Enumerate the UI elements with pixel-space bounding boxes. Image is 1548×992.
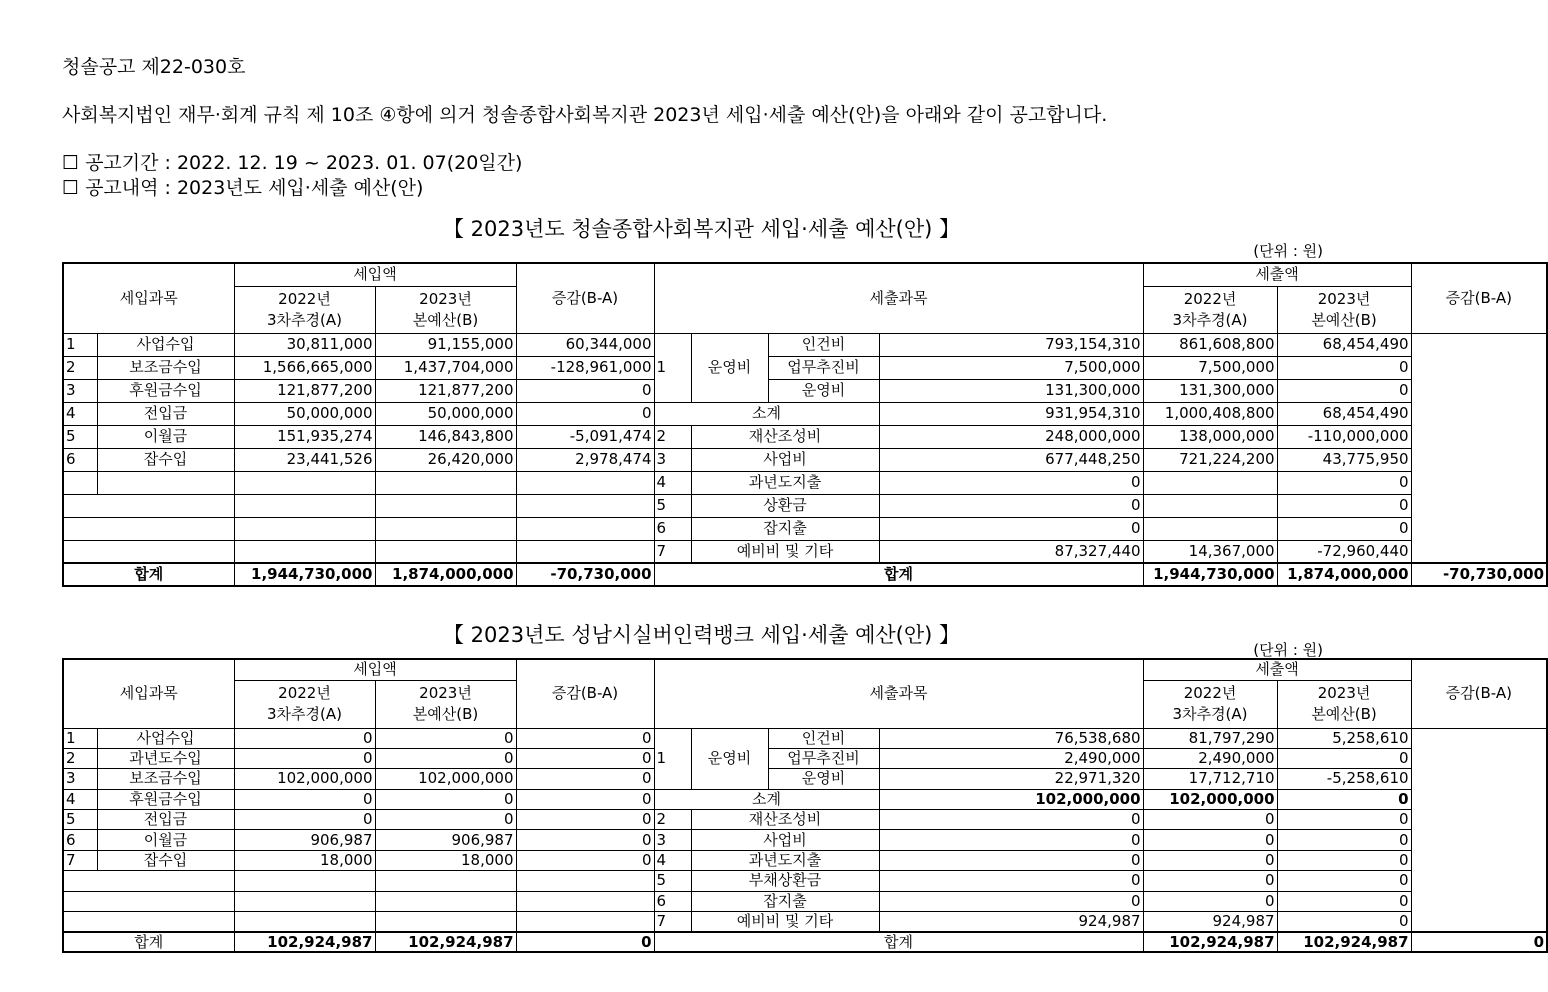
exp-no: 7	[654, 540, 691, 563]
exp-diff: 0	[1277, 356, 1411, 379]
rev-diff	[516, 540, 654, 563]
rev-2022: 102,000,000	[234, 769, 375, 789]
exp-no: 1	[654, 728, 691, 789]
exp-diff: 0	[1277, 830, 1411, 850]
year-label: 2022년	[278, 684, 331, 702]
exp-2022: 0	[879, 871, 1143, 891]
rev-2022: 906,987	[234, 830, 375, 850]
rev-2022: 23,441,526	[234, 448, 375, 471]
exp-subtotal-diff: 68,454,490	[1277, 402, 1411, 425]
rev-total-diff: -70,730,000	[516, 563, 654, 586]
exp-diff: 0	[1277, 494, 1411, 517]
exp-total-2023: 102,924,987	[1277, 932, 1411, 952]
exp-2023: 861,608,800	[1143, 333, 1277, 356]
rev-diff: -128,961,000	[516, 356, 654, 379]
table-row	[63, 850, 1547, 870]
rev-diff	[516, 891, 654, 911]
exp-2023: 2,490,000	[1143, 748, 1277, 768]
year-label: 2023년	[1317, 289, 1371, 308]
rev-2022	[234, 891, 375, 911]
rev-empty	[63, 494, 234, 517]
table-row	[63, 425, 1547, 448]
exp-2022: 924,987	[879, 912, 1143, 932]
table-row	[63, 356, 1547, 379]
exp-2023: 81,797,290	[1143, 728, 1277, 748]
rev-diff	[516, 517, 654, 540]
budget-type-label: 3차추경(A)	[267, 705, 342, 723]
exp-2022: 793,154,310	[879, 333, 1143, 356]
budget-type-label: 본예산(B)	[412, 705, 479, 723]
exp-2023	[1143, 517, 1277, 540]
budget-type-label: 3차추경(A)	[267, 310, 342, 329]
rev-subject: 과년도수입	[97, 748, 234, 768]
rev-total-label: 합계	[63, 563, 234, 586]
exp-subject: 인건비	[768, 728, 879, 748]
rev-2023	[375, 494, 516, 517]
header-row	[63, 659, 1547, 680]
exp-2023: 17,712,710	[1143, 769, 1277, 789]
rev-empty	[63, 871, 234, 891]
budget-type-label: 본예산(B)	[1311, 705, 1377, 723]
budget-type-label: 본예산(B)	[412, 310, 479, 329]
header-2023	[1277, 286, 1411, 333]
rev-subject: 전입금	[97, 402, 234, 425]
exp-diff: 43,775,950	[1277, 448, 1411, 471]
rev-no: 4	[63, 789, 97, 809]
exp-2022: 76,538,680	[879, 728, 1143, 748]
rev-2023: 50,000,000	[375, 402, 516, 425]
exp-no: 7	[654, 912, 691, 932]
rev-no: 2	[63, 748, 97, 768]
notice-number: 청솔공고 제22-030호	[62, 56, 246, 78]
rev-diff: 0	[516, 789, 654, 809]
rev-total-diff: 0	[516, 932, 654, 952]
total-row	[63, 563, 1547, 586]
header-rev-amount: 세입액	[234, 659, 516, 680]
table-row	[63, 517, 1547, 540]
rev-diff: 2,978,474	[516, 448, 654, 471]
year-label: 2022년	[1183, 684, 1237, 702]
table-row	[63, 333, 1547, 356]
rev-diff: 0	[516, 379, 654, 402]
rev-2023: 102,000,000	[375, 769, 516, 789]
exp-diff: 68,454,490	[1277, 333, 1411, 356]
exp-2023: 0	[1143, 810, 1277, 830]
rev-2022: 0	[234, 789, 375, 809]
exp-no: 5	[654, 871, 691, 891]
exp-subject: 사업비	[691, 830, 879, 850]
exp-2023: 0	[1143, 830, 1277, 850]
rev-2022	[234, 540, 375, 563]
rev-empty	[63, 540, 234, 563]
exp-no: 6	[654, 891, 691, 911]
rev-diff: -5,091,474	[516, 425, 654, 448]
rev-no: 6	[63, 448, 97, 471]
rev-subject: 보조금수입	[97, 356, 234, 379]
rev-2023	[375, 517, 516, 540]
exp-subject: 예비비 및 기타	[691, 540, 879, 563]
exp-2022: 0	[879, 830, 1143, 850]
year-label: 2023년	[419, 289, 472, 308]
exp-subject: 재산조성비	[691, 810, 879, 830]
exp-diff: -72,960,440	[1277, 540, 1411, 563]
rev-diff	[516, 912, 654, 932]
exp-2022: 0	[879, 891, 1143, 911]
exp-2023: 131,300,000	[1143, 379, 1277, 402]
header-exp-subject: 세출과목	[654, 659, 1143, 728]
rev-no	[63, 471, 97, 494]
rev-subject: 이월금	[97, 830, 234, 850]
rev-empty	[63, 912, 234, 932]
exp-total-2022: 102,924,987	[1143, 932, 1277, 952]
budget-table-1	[62, 262, 1548, 587]
rev-2023: 26,420,000	[375, 448, 516, 471]
table-row	[63, 789, 1547, 809]
exp-subtotal-diff: 0	[1277, 789, 1411, 809]
header-exp-amount: 세출액	[1143, 263, 1411, 286]
header-diff: 증감(B-A)	[1411, 659, 1547, 728]
exp-no: 1	[654, 333, 691, 402]
header-rev-subject: 세입과목	[63, 659, 234, 728]
exp-diff: 5,258,610	[1277, 728, 1411, 748]
exp-subject: 운영비	[768, 769, 879, 789]
exp-2023: 0	[1143, 850, 1277, 870]
exp-diff: 0	[1277, 850, 1411, 870]
rev-2023: 0	[375, 748, 516, 768]
rev-2023: 0	[375, 810, 516, 830]
exp-2023: 138,000,000	[1143, 425, 1277, 448]
exp-no: 4	[654, 850, 691, 870]
budget-table-2	[62, 658, 1548, 953]
table-row	[63, 912, 1547, 932]
budget-type-label: 본예산(B)	[1311, 310, 1377, 329]
exp-subject: 상환금	[691, 494, 879, 517]
exp-2023: 0	[1143, 871, 1277, 891]
exp-diff: 0	[1277, 891, 1411, 911]
header-diff: 증감(B-A)	[516, 263, 654, 333]
table1-title: 【 2023년도 청솔종합사회복지관 세입·세출 예산(안) 】	[442, 217, 961, 241]
rev-no: 3	[63, 379, 97, 402]
rev-2023: 121,877,200	[375, 379, 516, 402]
header-diff: 증감(B-A)	[516, 659, 654, 728]
budget-type-label: 3차추경(A)	[1172, 310, 1248, 329]
exp-2022: 87,327,440	[879, 540, 1143, 563]
table-row	[63, 769, 1547, 789]
table-row	[63, 891, 1547, 911]
exp-diff: 0	[1277, 810, 1411, 830]
table1-unit: (단위 : 원)	[1253, 242, 1323, 260]
exp-no: 3	[654, 448, 691, 471]
rev-diff: 0	[516, 850, 654, 870]
exp-subtotal-2022: 931,954,310	[879, 402, 1143, 425]
header-rev-subject: 세입과목	[63, 263, 234, 333]
rev-2022	[234, 494, 375, 517]
exp-2022: 677,448,250	[879, 448, 1143, 471]
exp-2022: 22,971,320	[879, 769, 1143, 789]
rev-diff: 0	[516, 830, 654, 850]
header-rev-amount: 세입액	[234, 263, 516, 286]
header-2023	[375, 286, 516, 333]
rev-no: 6	[63, 830, 97, 850]
exp-category: 운영비	[691, 333, 768, 402]
exp-2022: 0	[879, 517, 1143, 540]
rev-2022: 121,877,200	[234, 379, 375, 402]
exp-2022: 0	[879, 850, 1143, 870]
rev-2022: 0	[234, 748, 375, 768]
rev-2023: 18,000	[375, 850, 516, 870]
rev-2022: 151,935,274	[234, 425, 375, 448]
rev-total-2022: 102,924,987	[234, 932, 375, 952]
exp-2023: 721,224,200	[1143, 448, 1277, 471]
header-2023	[375, 680, 516, 728]
rev-diff	[516, 471, 654, 494]
exp-total-2022: 1,944,730,000	[1143, 563, 1277, 586]
exp-diff: 0	[1277, 517, 1411, 540]
rev-subject: 사업수입	[97, 728, 234, 748]
rev-2023: 1,437,704,000	[375, 356, 516, 379]
exp-2022: 248,000,000	[879, 425, 1143, 448]
exp-subject: 사업비	[691, 448, 879, 471]
rev-subject: 잡수입	[97, 850, 234, 870]
exp-no: 4	[654, 471, 691, 494]
year-label: 2023년	[419, 684, 472, 702]
exp-2022: 0	[879, 810, 1143, 830]
rev-2023	[375, 471, 516, 494]
exp-total-label: 합계	[654, 932, 1143, 952]
rev-2022: 0	[234, 728, 375, 748]
exp-diff: 0	[1277, 748, 1411, 768]
rev-2022: 18,000	[234, 850, 375, 870]
exp-2023: 924,987	[1143, 912, 1277, 932]
exp-total-diff: -70,730,000	[1411, 563, 1547, 586]
rev-no: 3	[63, 769, 97, 789]
rev-diff: 60,344,000	[516, 333, 654, 356]
exp-subtotal-label: 소계	[654, 789, 879, 809]
header-2022	[234, 680, 375, 728]
exp-diff: 0	[1277, 871, 1411, 891]
rev-2022	[234, 912, 375, 932]
exp-subtotal-2023: 1,000,408,800	[1143, 402, 1277, 425]
rev-2022: 1,566,665,000	[234, 356, 375, 379]
exp-category: 운영비	[691, 728, 768, 789]
rev-diff	[516, 494, 654, 517]
exp-subtotal-label: 소계	[654, 402, 879, 425]
table-row	[63, 748, 1547, 768]
rev-2022	[234, 871, 375, 891]
table2-unit: (단위 : 원)	[1253, 641, 1323, 659]
exp-diff: -5,258,610	[1277, 769, 1411, 789]
rev-diff	[516, 871, 654, 891]
rev-2023: 146,843,800	[375, 425, 516, 448]
notice-content: ☐ 공고내역 : 2023년도 세입·세출 예산(안)	[62, 177, 424, 199]
exp-diff: 0	[1277, 471, 1411, 494]
exp-2022: 131,300,000	[879, 379, 1143, 402]
table-row	[63, 810, 1547, 830]
exp-no: 5	[654, 494, 691, 517]
exp-subtotal-2023: 102,000,000	[1143, 789, 1277, 809]
rev-no: 1	[63, 728, 97, 748]
exp-2023	[1143, 471, 1277, 494]
rev-subject: 잡수입	[97, 448, 234, 471]
rev-2023	[375, 891, 516, 911]
year-label: 2022년	[1183, 289, 1237, 308]
header-2023	[1277, 680, 1411, 728]
header-2022	[1143, 286, 1277, 333]
exp-subject: 잡지출	[691, 891, 879, 911]
header-diff: 증감(B-A)	[1411, 263, 1547, 333]
exp-2022: 2,490,000	[879, 748, 1143, 768]
notice-intro: 사회복지법인 재무·회계 규칙 제 10조 ④항에 의거 청솔종합사회복지관 2023년 세입·세출 예산(안)을 아래와 같이 공고합니다.	[62, 104, 1108, 126]
exp-2022: 7,500,000	[879, 356, 1143, 379]
year-label: 2023년	[1317, 684, 1371, 702]
exp-no: 2	[654, 810, 691, 830]
rev-2023	[375, 540, 516, 563]
table-row	[63, 448, 1547, 471]
exp-subject: 업무추진비	[768, 748, 879, 768]
rev-2022: 0	[234, 810, 375, 830]
rev-total-2022: 1,944,730,000	[234, 563, 375, 586]
table-row	[63, 402, 1547, 425]
notice-period: ☐ 공고기간 : 2022. 12. 19 ~ 2023. 01. 07(20일간)	[62, 152, 523, 174]
exp-subject: 부채상환금	[691, 871, 879, 891]
exp-2023: 7,500,000	[1143, 356, 1277, 379]
exp-subject: 업무추진비	[768, 356, 879, 379]
exp-subject: 잡지출	[691, 517, 879, 540]
exp-subject: 운영비	[768, 379, 879, 402]
exp-total-label: 합계	[654, 563, 1143, 586]
rev-no: 7	[63, 850, 97, 870]
exp-2023: 14,367,000	[1143, 540, 1277, 563]
rev-subject: 이월금	[97, 425, 234, 448]
rev-empty	[63, 891, 234, 911]
rev-subject: 보조금수입	[97, 769, 234, 789]
header-exp-amount: 세출액	[1143, 659, 1411, 680]
budget-type-label: 3차추경(A)	[1172, 705, 1248, 723]
rev-subject	[97, 471, 234, 494]
rev-total-2023: 1,874,000,000	[375, 563, 516, 586]
rev-subject: 사업수입	[97, 333, 234, 356]
table-row	[63, 728, 1547, 748]
table-row	[63, 471, 1547, 494]
rev-2022: 50,000,000	[234, 402, 375, 425]
rev-no: 5	[63, 425, 97, 448]
exp-total-diff: 0	[1411, 932, 1547, 952]
exp-subject: 재산조성비	[691, 425, 879, 448]
rev-total-2023: 102,924,987	[375, 932, 516, 952]
rev-no: 4	[63, 402, 97, 425]
rev-2023	[375, 912, 516, 932]
total-row	[63, 932, 1547, 952]
exp-subject: 예비비 및 기타	[691, 912, 879, 932]
exp-2023: 0	[1143, 891, 1277, 911]
rev-no: 5	[63, 810, 97, 830]
exp-subject: 과년도지출	[691, 471, 879, 494]
rev-diff: 0	[516, 728, 654, 748]
rev-2023	[375, 871, 516, 891]
header-exp-subject: 세출과목	[654, 263, 1143, 333]
rev-diff: 0	[516, 810, 654, 830]
rev-2023: 91,155,000	[375, 333, 516, 356]
rev-diff: 0	[516, 748, 654, 768]
header-row	[63, 263, 1547, 286]
exp-2022: 0	[879, 494, 1143, 517]
header-2022	[234, 286, 375, 333]
rev-total-label: 합계	[63, 932, 234, 952]
exp-2022: 0	[879, 471, 1143, 494]
rev-diff: 0	[516, 769, 654, 789]
year-label: 2022년	[278, 289, 331, 308]
rev-diff: 0	[516, 402, 654, 425]
exp-subject: 과년도지출	[691, 850, 879, 870]
exp-no: 3	[654, 830, 691, 850]
rev-2022	[234, 471, 375, 494]
exp-subject: 인건비	[768, 333, 879, 356]
table-row	[63, 379, 1547, 402]
rev-subject: 후원금수입	[97, 789, 234, 809]
rev-2023: 906,987	[375, 830, 516, 850]
exp-subtotal-2022: 102,000,000	[879, 789, 1143, 809]
table-row	[63, 494, 1547, 517]
rev-2022: 30,811,000	[234, 333, 375, 356]
table-row	[63, 871, 1547, 891]
rev-subject: 전입금	[97, 810, 234, 830]
table2-title: 【 2023년도 성남시실버인력뱅크 세입·세출 예산(안) 】	[442, 623, 961, 647]
exp-diff: 0	[1277, 379, 1411, 402]
exp-no: 6	[654, 517, 691, 540]
header-2022	[1143, 680, 1277, 728]
rev-empty	[63, 517, 234, 540]
exp-total-2023: 1,874,000,000	[1277, 563, 1411, 586]
exp-diff: 0	[1277, 912, 1411, 932]
table-row	[63, 540, 1547, 563]
exp-no: 2	[654, 425, 691, 448]
rev-no: 1	[63, 333, 97, 356]
exp-diff: -110,000,000	[1277, 425, 1411, 448]
table-row	[63, 830, 1547, 850]
exp-2023	[1143, 494, 1277, 517]
rev-2023: 0	[375, 728, 516, 748]
rev-subject: 후원금수입	[97, 379, 234, 402]
rev-no: 2	[63, 356, 97, 379]
rev-2023: 0	[375, 789, 516, 809]
rev-2022	[234, 517, 375, 540]
